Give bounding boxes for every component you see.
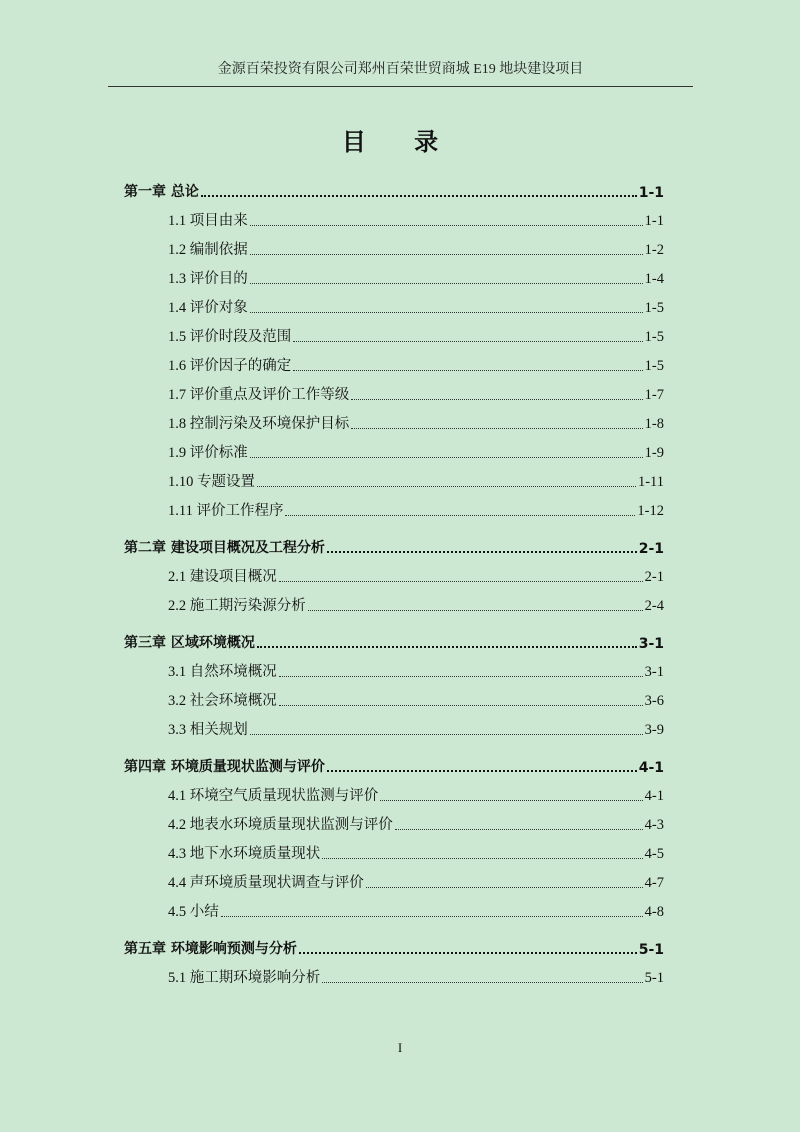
toc-section-entry[interactable] bbox=[124, 433, 664, 462]
dot-leader bbox=[308, 610, 643, 611]
toc-entry-label: 1.8 控制污染及环境保护目标 bbox=[168, 416, 350, 432]
toc-entry-label: 1.3 评价目的 bbox=[168, 271, 248, 287]
running-header: 金源百荣投资有限公司郑州百荣世贸商城 E19 地块建设项目 bbox=[217, 62, 584, 77]
toc-section-entry[interactable] bbox=[124, 805, 664, 834]
toc-entry-label: 4.5 小结 bbox=[168, 904, 219, 920]
toc-entry-label: 2.1 建设项目概况 bbox=[168, 569, 277, 585]
dot-leader bbox=[279, 581, 643, 582]
toc-section-entry[interactable] bbox=[124, 681, 664, 710]
toc-entry-label: 1.11 评价工作程序 bbox=[168, 503, 284, 519]
toc-entry-label: 1.1 项目由来 bbox=[168, 213, 248, 229]
toc-section-entry[interactable] bbox=[124, 834, 664, 863]
toc-section-entry[interactable] bbox=[124, 652, 664, 681]
toc-entry-page: 3-1 bbox=[638, 636, 664, 652]
toc-section-entry[interactable] bbox=[124, 557, 664, 586]
toc-entry-page: 3-6 bbox=[644, 693, 664, 709]
toc-entry-page: 3-1 bbox=[644, 664, 664, 680]
toc-entry-label: 3.3 相关规划 bbox=[168, 722, 248, 738]
toc-entry-label: 4.4 声环境质量现状调查与评价 bbox=[168, 875, 364, 891]
page-number: I bbox=[397, 1040, 403, 1055]
dot-leader bbox=[322, 982, 642, 983]
header-divider bbox=[108, 86, 693, 87]
toc-section-entry[interactable] bbox=[124, 317, 664, 346]
dot-leader bbox=[351, 399, 642, 400]
dot-leader bbox=[285, 515, 635, 516]
dot-leader bbox=[201, 195, 637, 197]
toc-entry-page: 1-12 bbox=[637, 503, 664, 519]
toc-entry-label: 1.10 专题设置 bbox=[168, 474, 255, 490]
toc-section-entry[interactable] bbox=[124, 346, 664, 375]
toc-entry-label: 5.1 施工期环境影响分析 bbox=[168, 970, 321, 986]
toc-entry-page: 5-1 bbox=[644, 970, 664, 986]
toc-entry-page: 1-7 bbox=[644, 387, 664, 403]
dot-leader bbox=[250, 254, 643, 255]
dot-leader bbox=[293, 341, 642, 342]
toc-entry-label: 第二章 建设项目概况及工程分析 bbox=[124, 540, 325, 556]
toc-entry-page: 4-7 bbox=[644, 875, 664, 891]
dot-leader bbox=[327, 551, 637, 553]
toc-entry-label: 1.5 评价时段及范围 bbox=[168, 329, 292, 345]
toc-entry-page: 5-1 bbox=[638, 942, 664, 958]
toc-entry-page: 2-1 bbox=[644, 569, 664, 585]
dot-leader bbox=[279, 676, 643, 677]
toc-section-entry[interactable] bbox=[124, 710, 664, 739]
table-of-contents bbox=[124, 172, 664, 987]
toc-title: 目 录 bbox=[341, 128, 459, 156]
toc-section-entry[interactable] bbox=[124, 375, 664, 404]
dot-leader bbox=[257, 486, 636, 487]
toc-section-entry[interactable] bbox=[124, 586, 664, 615]
toc-section-entry[interactable] bbox=[124, 259, 664, 288]
dot-leader bbox=[351, 428, 642, 429]
toc-entry-page: 3-9 bbox=[644, 722, 664, 738]
toc-entry-page: 1-4 bbox=[644, 271, 664, 287]
toc-entry-page: 1-2 bbox=[644, 242, 664, 258]
toc-entry-page: 1-1 bbox=[638, 185, 664, 201]
toc-entry-page: 2-4 bbox=[644, 598, 664, 614]
dot-leader bbox=[293, 370, 642, 371]
dot-leader bbox=[322, 858, 642, 859]
toc-entry-page: 4-5 bbox=[644, 846, 664, 862]
toc-entry-label: 2.2 施工期污染源分析 bbox=[168, 598, 306, 614]
toc-section-entry[interactable] bbox=[124, 958, 664, 987]
toc-entry-page: 1-9 bbox=[644, 445, 664, 461]
toc-chapter-entry[interactable] bbox=[124, 528, 664, 557]
toc-section-entry[interactable] bbox=[124, 776, 664, 805]
dot-leader bbox=[250, 225, 643, 226]
toc-entry-page: 1-8 bbox=[644, 416, 664, 432]
dot-leader bbox=[250, 457, 643, 458]
toc-entry-page: 4-8 bbox=[644, 904, 664, 920]
dot-leader bbox=[221, 916, 643, 917]
toc-entry-page: 1-5 bbox=[644, 329, 664, 345]
toc-entry-page: 4-1 bbox=[644, 788, 664, 804]
toc-entry-label: 第三章 区域环境概况 bbox=[124, 635, 255, 651]
dot-leader bbox=[299, 952, 637, 954]
toc-entry-page: 1-5 bbox=[644, 300, 664, 316]
toc-section-entry[interactable] bbox=[124, 462, 664, 491]
dot-leader bbox=[366, 887, 643, 888]
toc-entry-page: 1-11 bbox=[637, 474, 664, 490]
toc-entry-page: 4-3 bbox=[644, 817, 664, 833]
dot-leader bbox=[250, 734, 643, 735]
toc-entry-label: 第五章 环境影响预测与分析 bbox=[124, 941, 297, 957]
dot-leader bbox=[380, 800, 642, 801]
toc-chapter-entry[interactable] bbox=[124, 929, 664, 958]
dot-leader bbox=[279, 705, 643, 706]
toc-entry-page: 2-1 bbox=[638, 541, 664, 557]
toc-chapter-entry[interactable] bbox=[124, 172, 664, 201]
toc-entry-label: 第一章 总论 bbox=[124, 184, 199, 200]
toc-section-entry[interactable] bbox=[124, 863, 664, 892]
toc-section-entry[interactable] bbox=[124, 404, 664, 433]
toc-entry-label: 1.6 评价因子的确定 bbox=[168, 358, 292, 374]
toc-section-entry[interactable] bbox=[124, 230, 664, 259]
toc-entry-label: 4.2 地表水环境质量现状监测与评价 bbox=[168, 817, 393, 833]
toc-entry-page: 1-1 bbox=[644, 213, 664, 229]
dot-leader bbox=[327, 770, 637, 772]
toc-section-entry[interactable] bbox=[124, 491, 664, 520]
toc-section-entry[interactable] bbox=[124, 288, 664, 317]
toc-entry-label: 1.9 评价标准 bbox=[168, 445, 248, 461]
toc-entry-label: 3.2 社会环境概况 bbox=[168, 693, 277, 709]
toc-section-entry[interactable] bbox=[124, 201, 664, 230]
toc-entry-label: 1.4 评价对象 bbox=[168, 300, 248, 316]
dot-leader bbox=[257, 646, 637, 648]
toc-entry-label: 3.1 自然环境概况 bbox=[168, 664, 277, 680]
toc-entry-label: 4.3 地下水环境质量现状 bbox=[168, 846, 321, 862]
toc-chapter-entry[interactable] bbox=[124, 623, 664, 652]
dot-leader bbox=[250, 283, 643, 284]
toc-entry-label: 第四章 环境质量现状监测与评价 bbox=[124, 759, 325, 775]
toc-entry-label: 1.7 评价重点及评价工作等级 bbox=[168, 387, 350, 403]
toc-entry-label: 4.1 环境空气质量现状监测与评价 bbox=[168, 788, 379, 804]
toc-entry-label: 1.2 编制依据 bbox=[168, 242, 248, 258]
toc-entry-page: 4-1 bbox=[638, 760, 664, 776]
dot-leader bbox=[395, 829, 643, 830]
dot-leader bbox=[250, 312, 643, 313]
toc-entry-page: 1-5 bbox=[644, 358, 664, 374]
toc-chapter-entry[interactable] bbox=[124, 747, 664, 776]
toc-section-entry[interactable] bbox=[124, 892, 664, 921]
